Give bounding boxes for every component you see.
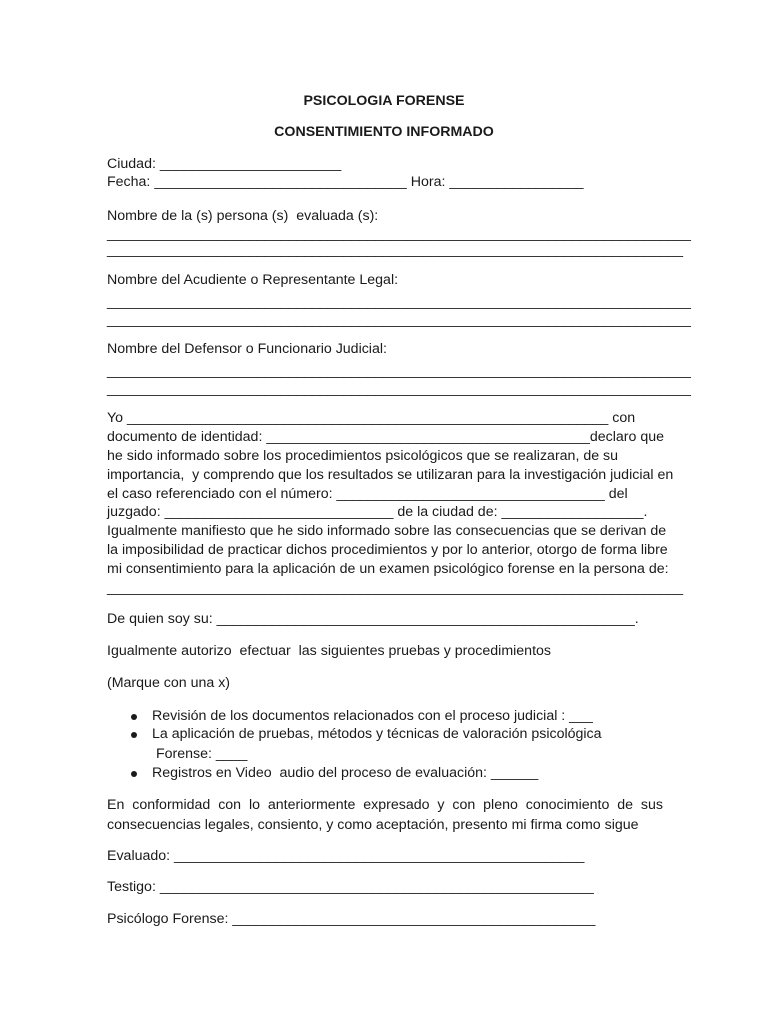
conformity-text: En conformidad con lo anteriormente expresado y con pleno conocimiento de sus [107,797,663,813]
evaluada-blank: __________________________________________________________________________ [107,226,691,242]
authorize-text: Igualmente autorizo efectuar las siguientes pruebas y procedimientos [107,643,552,659]
acudiente-blank: __________________________________________________________________________ [107,294,691,310]
declaration-line: la imposibilidad de practicar dichos procedimientos y por lo anterior, otorgo de forma libre [107,542,668,558]
psicologo-signature: Psicólogo Forense: ______________________________________________ [107,911,596,927]
defensor-blank: __________________________________________________________________________ [107,363,691,379]
bullet-icon [131,714,137,720]
fecha-hora-field: Fecha: ________________________________ Hora: _________________ [107,174,584,190]
bullet-icon [131,771,137,777]
declaration-line: he sido informado sobre los procedimientos psicológicos que se realizaran, de su [107,448,619,464]
declaration-line: documento de identidad: _________________________________________declaro que [107,429,664,445]
evaluada-label: Nombre de la (s) persona (s) evaluada (s): [107,208,379,224]
defensor-label: Nombre del Defensor o Funcionario Judicial: [107,341,387,357]
option-item: Registros en Video audio del proceso de evaluación: ______ [152,765,539,781]
ciudad-field: Ciudad: _______________________ [107,156,342,172]
declaration-line: juzgado: _____________________________ de la ciudad de: __________________. [107,504,648,520]
option-item: Revisión de los documentos relacionados con el proceso judicial : ___ [152,708,593,724]
declaration-line: mi consentimiento para la aplicación de un examen psicológico forense en la persona de: [107,561,669,577]
document-subtitle: CONSENTIMIENTO INFORMADO [274,124,494,140]
option-item-continuation: Forense: ____ [152,746,248,762]
evaluado-signature: Evaluado: ____________________________________________________ [107,848,585,864]
declaration-blank: _________________________________________________________________________ [107,580,683,596]
relation-field: De quien soy su: _____________________________________________________. [107,611,639,627]
evaluada-blank: _________________________________________________________________________ [107,242,683,258]
option-item: La aplicación de pruebas, métodos y técnicas de valoración psicológica [152,726,602,742]
defensor-blank: __________________________________________________________________________ [107,381,691,397]
acudiente-blank: __________________________________________________________________________ [107,312,691,328]
declaration-line: importancia, y comprendo que los resultados se utilizaran para la investigación judicial en [107,467,674,483]
mark-instruction: (Marque con una x) [107,675,231,691]
bullet-icon [131,732,137,738]
document-title: PSICOLOGIA FORENSE [303,93,465,109]
acudiente-label: Nombre del Acudiente o Representante Legal: [107,272,399,288]
declaration-line: Igualmente manifiesto que he sido informado sobre las consecuencias que se derivan de [107,523,667,539]
declaration-line: el caso referenciado con el número: __________________________________ del [107,486,628,502]
declaration-line: Yo _____________________________________________________________ con [107,410,636,426]
conformity-text: consecuencias legales, consiento, y como aceptación, presento mi firma como sigue [107,817,639,833]
testigo-signature: Testigo: _______________________________________________________ [107,879,594,895]
